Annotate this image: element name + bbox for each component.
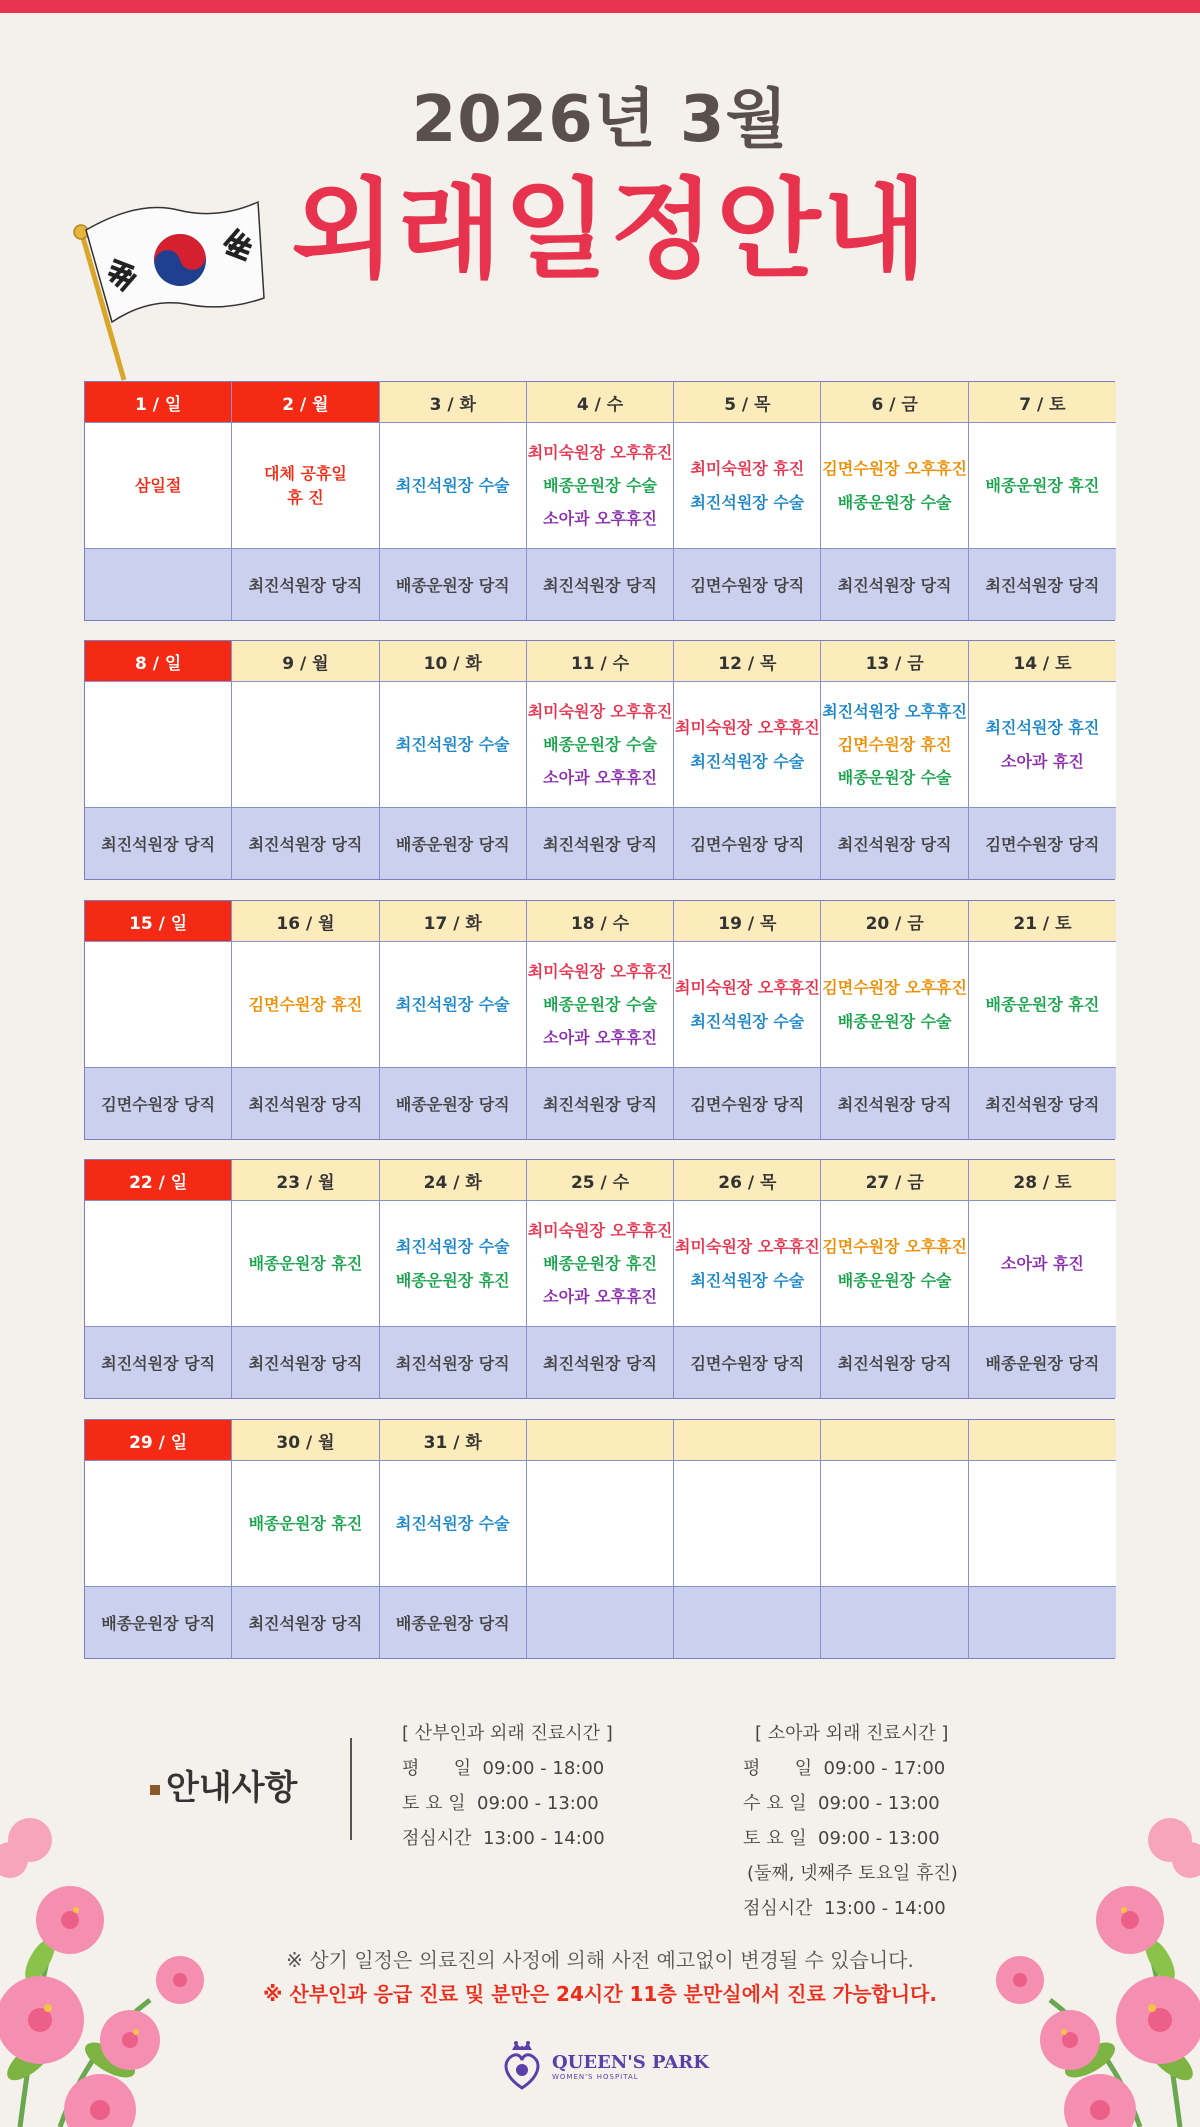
- duty-doctor: 배종운원장 당직: [380, 808, 527, 879]
- peds-hours: [743, 1716, 958, 1926]
- schedule-event: 배종운원장 수술: [543, 475, 657, 495]
- schedule-event: 배종운원장 휴진: [985, 994, 1100, 1014]
- duty-doctor: [85, 549, 232, 620]
- hospital-logo: [500, 2040, 709, 2092]
- day-header: 22 / 일: [85, 1160, 232, 1201]
- day-header: 13 / 금: [821, 641, 968, 682]
- notice-title: 안내사항: [150, 1760, 297, 1809]
- duty-doctor: 배종운원장 당직: [969, 1327, 1116, 1398]
- peds-hours-line: 평 일 09:00 - 17:00: [743, 1758, 946, 1779]
- day-schedule: [527, 423, 674, 549]
- schedule-event: 김면수원장 휴진: [837, 734, 952, 754]
- crown-heart-icon: [500, 2040, 544, 2092]
- day-header: 1 / 일: [85, 382, 232, 423]
- day-schedule: [674, 1461, 821, 1587]
- day-schedule: [969, 1461, 1116, 1587]
- duty-doctor: 최진석원장 당직: [85, 1327, 232, 1398]
- schedule-event: 최미숙원장 오후휴진: [527, 442, 673, 462]
- day-header: 26 / 목: [674, 1160, 821, 1201]
- day-header: 28 / 토: [969, 1160, 1116, 1201]
- schedule-event: 소아과 휴진: [1001, 751, 1084, 771]
- day-header: 9 / 월: [232, 641, 379, 682]
- schedule-event: 최진석원장 수술: [690, 751, 805, 771]
- day-schedule: [232, 1461, 379, 1587]
- schedule-event: 배종운원장 수술: [837, 1011, 952, 1031]
- duty-doctor: 김면수원장 당직: [674, 1327, 821, 1398]
- day-schedule: [380, 423, 527, 549]
- duty-doctor: 최진석원장 당직: [527, 549, 674, 620]
- duty-doctor: 최진석원장 당직: [232, 549, 379, 620]
- duty-doctor: [674, 1587, 821, 1658]
- schedule-event: 배종운원장 휴진: [985, 475, 1100, 495]
- page-title: 외래일정안내: [291, 168, 929, 293]
- day-schedule: [85, 942, 232, 1068]
- day-header: 11 / 수: [527, 641, 674, 682]
- day-schedule: [527, 682, 674, 808]
- day-schedule: [674, 682, 821, 808]
- day-header: 3 / 화: [380, 382, 527, 423]
- schedule-event: 김면수원장 휴진: [248, 994, 363, 1014]
- schedule-event: 배종운원장 수술: [837, 492, 952, 512]
- obgyn-hours: [402, 1716, 613, 1856]
- duty-doctor: 최진석원장 당직: [821, 808, 968, 879]
- day-schedule: [85, 1461, 232, 1587]
- duty-doctor: 최진석원장 당직: [527, 808, 674, 879]
- schedule-event: 최진석원장 수술: [690, 492, 805, 512]
- obgyn-hours-heading: [ 산부인과 외래 진료시간 ]: [402, 1723, 613, 1744]
- schedule-event: 배종운원장 휴진: [395, 1270, 510, 1290]
- peds-hours-line: (둘째, 넷째주 토요일 휴진): [747, 1863, 958, 1884]
- day-header: 2 / 월: [232, 382, 379, 423]
- schedule-event: 소아과 휴진: [1001, 1253, 1084, 1273]
- logo-subtitle: WOMEN'S HOSPITAL: [552, 2072, 639, 2081]
- day-schedule: [380, 1201, 527, 1327]
- duty-doctor: 배종운원장 당직: [85, 1587, 232, 1658]
- day-schedule: [969, 423, 1116, 549]
- day-header: [969, 1420, 1116, 1461]
- schedule-event: 최진석원장 수술: [690, 1011, 805, 1031]
- schedule-event: 최진석원장 수술: [395, 475, 510, 495]
- schedule-event: 김면수원장 오후휴진: [822, 1237, 967, 1257]
- schedule-event: 최미숙원장 휴진: [690, 459, 805, 479]
- month-title: 2026년 3월: [411, 83, 789, 157]
- peds-hours-line: 점심시간 13:00 - 14:00: [743, 1898, 946, 1919]
- schedule-event: 배종운원장 수술: [837, 1270, 952, 1290]
- day-header: 31 / 화: [380, 1420, 527, 1461]
- duty-doctor: 최진석원장 당직: [232, 1327, 379, 1398]
- day-header: 15 / 일: [85, 901, 232, 942]
- peds-hours-line: 수 요 일 09:00 - 13:00: [743, 1793, 940, 1814]
- schedule-event: 최진석원장 수술: [395, 1513, 510, 1533]
- korean-flag-icon: [68, 190, 268, 390]
- day-schedule: [821, 682, 968, 808]
- schedule-event: 소아과 오후휴진: [543, 509, 657, 529]
- duty-doctor: [527, 1587, 674, 1658]
- day-header: 4 / 수: [527, 382, 674, 423]
- calendar-week: [84, 1159, 1115, 1399]
- day-schedule: [527, 1461, 674, 1587]
- obgyn-hours-line: 점심시간 13:00 - 14:00: [402, 1828, 605, 1849]
- duty-doctor: 최진석원장 당직: [232, 808, 379, 879]
- day-schedule: [674, 1201, 821, 1327]
- flower-decoration-left: [0, 1810, 240, 2127]
- day-header: 10 / 화: [380, 641, 527, 682]
- day-header: 19 / 목: [674, 901, 821, 942]
- day-schedule: [232, 423, 379, 549]
- schedule-event: 최미숙원장 오후휴진: [527, 701, 673, 721]
- peds-hours-line: 토 요 일 09:00 - 13:00: [743, 1828, 940, 1849]
- schedule-event: 대체 공휴일 휴 진: [264, 464, 347, 507]
- schedule-event: 김면수원장 오후휴진: [822, 459, 967, 479]
- schedule-event: 배종운원장 휴진: [248, 1253, 363, 1273]
- schedule-event: 최진석원장 수술: [395, 1237, 510, 1257]
- day-header: 12 / 목: [674, 641, 821, 682]
- day-schedule: [821, 942, 968, 1068]
- schedule-event: 김면수원장 오후휴진: [822, 978, 967, 998]
- logo-name: QUEEN'S PARK: [552, 2051, 709, 2073]
- obgyn-hours-line: 토 요 일 09:00 - 13:00: [402, 1793, 599, 1814]
- day-schedule: [380, 682, 527, 808]
- duty-doctor: 최진석원장 당직: [527, 1327, 674, 1398]
- duty-doctor: 김면수원장 당직: [674, 808, 821, 879]
- day-header: 24 / 화: [380, 1160, 527, 1201]
- day-header: [821, 1420, 968, 1461]
- divider: [350, 1738, 352, 1840]
- calendar-week: [84, 640, 1115, 880]
- schedule-event: 배종운원장 수술: [543, 994, 657, 1014]
- schedule-event: 배종운원장 수술: [837, 768, 952, 788]
- day-schedule: [85, 682, 232, 808]
- day-header: 16 / 월: [232, 901, 379, 942]
- day-header: 17 / 화: [380, 901, 527, 942]
- day-header: 27 / 금: [821, 1160, 968, 1201]
- duty-doctor: 배종운원장 당직: [380, 1068, 527, 1139]
- day-schedule: [232, 1201, 379, 1327]
- day-header: 7 / 토: [969, 382, 1116, 423]
- day-header: 18 / 수: [527, 901, 674, 942]
- duty-doctor: 최진석원장 당직: [821, 1327, 968, 1398]
- schedule-event: 최진석원장 수술: [690, 1270, 805, 1290]
- day-schedule: [674, 423, 821, 549]
- duty-doctor: 최진석원장 당직: [527, 1068, 674, 1139]
- day-schedule: [821, 423, 968, 549]
- day-schedule: [232, 682, 379, 808]
- day-schedule: [969, 1201, 1116, 1327]
- day-header: 30 / 월: [232, 1420, 379, 1461]
- schedule-event: 최미숙원장 오후휴진: [674, 718, 820, 738]
- duty-doctor: 최진석원장 당직: [85, 808, 232, 879]
- top-accent-bar: [0, 0, 1200, 13]
- schedule-event: 최미숙원장 오후휴진: [674, 978, 820, 998]
- schedule-event: 최진석원장 휴진: [985, 718, 1100, 738]
- day-schedule: [969, 942, 1116, 1068]
- day-schedule: [380, 1461, 527, 1587]
- duty-doctor: 배종운원장 당직: [380, 549, 527, 620]
- day-schedule: [821, 1201, 968, 1327]
- schedule-event: 소아과 오후휴진: [543, 1287, 657, 1307]
- day-schedule: [85, 1201, 232, 1327]
- schedule-event: 최진석원장 수술: [395, 994, 510, 1014]
- duty-doctor: 배종운원장 당직: [380, 1587, 527, 1658]
- day-header: [674, 1420, 821, 1461]
- day-schedule: [232, 942, 379, 1068]
- peds-hours-heading: [ 소아과 외래 진료시간 ]: [755, 1723, 949, 1744]
- schedule-event: 최진석원장 수술: [395, 734, 510, 754]
- day-schedule: [969, 682, 1116, 808]
- duty-doctor: [969, 1587, 1116, 1658]
- schedule-event: 소아과 오후휴진: [543, 1028, 657, 1048]
- day-header: 25 / 수: [527, 1160, 674, 1201]
- day-header: 8 / 일: [85, 641, 232, 682]
- schedule-event: 배종운원장 휴진: [543, 1253, 657, 1273]
- day-header: 6 / 금: [821, 382, 968, 423]
- calendar-week: [84, 381, 1115, 621]
- duty-doctor: 최진석원장 당직: [232, 1587, 379, 1658]
- day-schedule: [527, 942, 674, 1068]
- schedule-event: 최진석원장 오후휴진: [822, 701, 967, 721]
- day-schedule: [380, 942, 527, 1068]
- day-header: 23 / 월: [232, 1160, 379, 1201]
- duty-doctor: 최진석원장 당직: [821, 549, 968, 620]
- footnote: ※ 상기 일정은 의료진의 사정에 의해 사전 예고없이 변경될 수 있습니다.: [286, 1948, 914, 1972]
- day-header: 21 / 토: [969, 901, 1116, 942]
- duty-doctor: 최진석원장 당직: [969, 549, 1116, 620]
- duty-doctor: 김면수원장 당직: [674, 549, 821, 620]
- calendar-week: [84, 1419, 1115, 1659]
- duty-doctor: 최진석원장 당직: [969, 1068, 1116, 1139]
- duty-doctor: 김면수원장 당직: [969, 808, 1116, 879]
- duty-doctor: 김면수원장 당직: [85, 1068, 232, 1139]
- day-schedule: [674, 942, 821, 1068]
- flower-decoration-right: [960, 1810, 1200, 2127]
- schedule-event: 최미숙원장 오후휴진: [527, 1220, 673, 1240]
- duty-doctor: 최진석원장 당직: [232, 1068, 379, 1139]
- duty-doctor: 최진석원장 당직: [380, 1327, 527, 1398]
- day-schedule: [821, 1461, 968, 1587]
- schedule-event: 최미숙원장 오후휴진: [527, 961, 673, 981]
- day-header: 29 / 일: [85, 1420, 232, 1461]
- emergency-note: ※ 산부인과 응급 진료 및 분만은 24시간 11층 분만실에서 진료 가능합니다.: [263, 1982, 937, 2006]
- calendar-week: [84, 900, 1115, 1140]
- schedule-event: 배종운원장 휴진: [248, 1513, 363, 1533]
- schedule-event: 소아과 오후휴진: [543, 768, 657, 788]
- schedule-event: 삼일절: [134, 475, 182, 495]
- duty-doctor: 김면수원장 당직: [674, 1068, 821, 1139]
- day-schedule: [527, 1201, 674, 1327]
- day-header: 20 / 금: [821, 901, 968, 942]
- obgyn-hours-line: 평 일 09:00 - 18:00: [402, 1758, 605, 1779]
- schedule-event: 최미숙원장 오후휴진: [674, 1237, 820, 1257]
- day-header: 14 / 토: [969, 641, 1116, 682]
- schedule-event: 배종운원장 수술: [543, 734, 657, 754]
- day-header: [527, 1420, 674, 1461]
- duty-doctor: 최진석원장 당직: [821, 1068, 968, 1139]
- day-schedule: [85, 423, 232, 549]
- duty-doctor: [821, 1587, 968, 1658]
- day-header: 5 / 목: [674, 382, 821, 423]
